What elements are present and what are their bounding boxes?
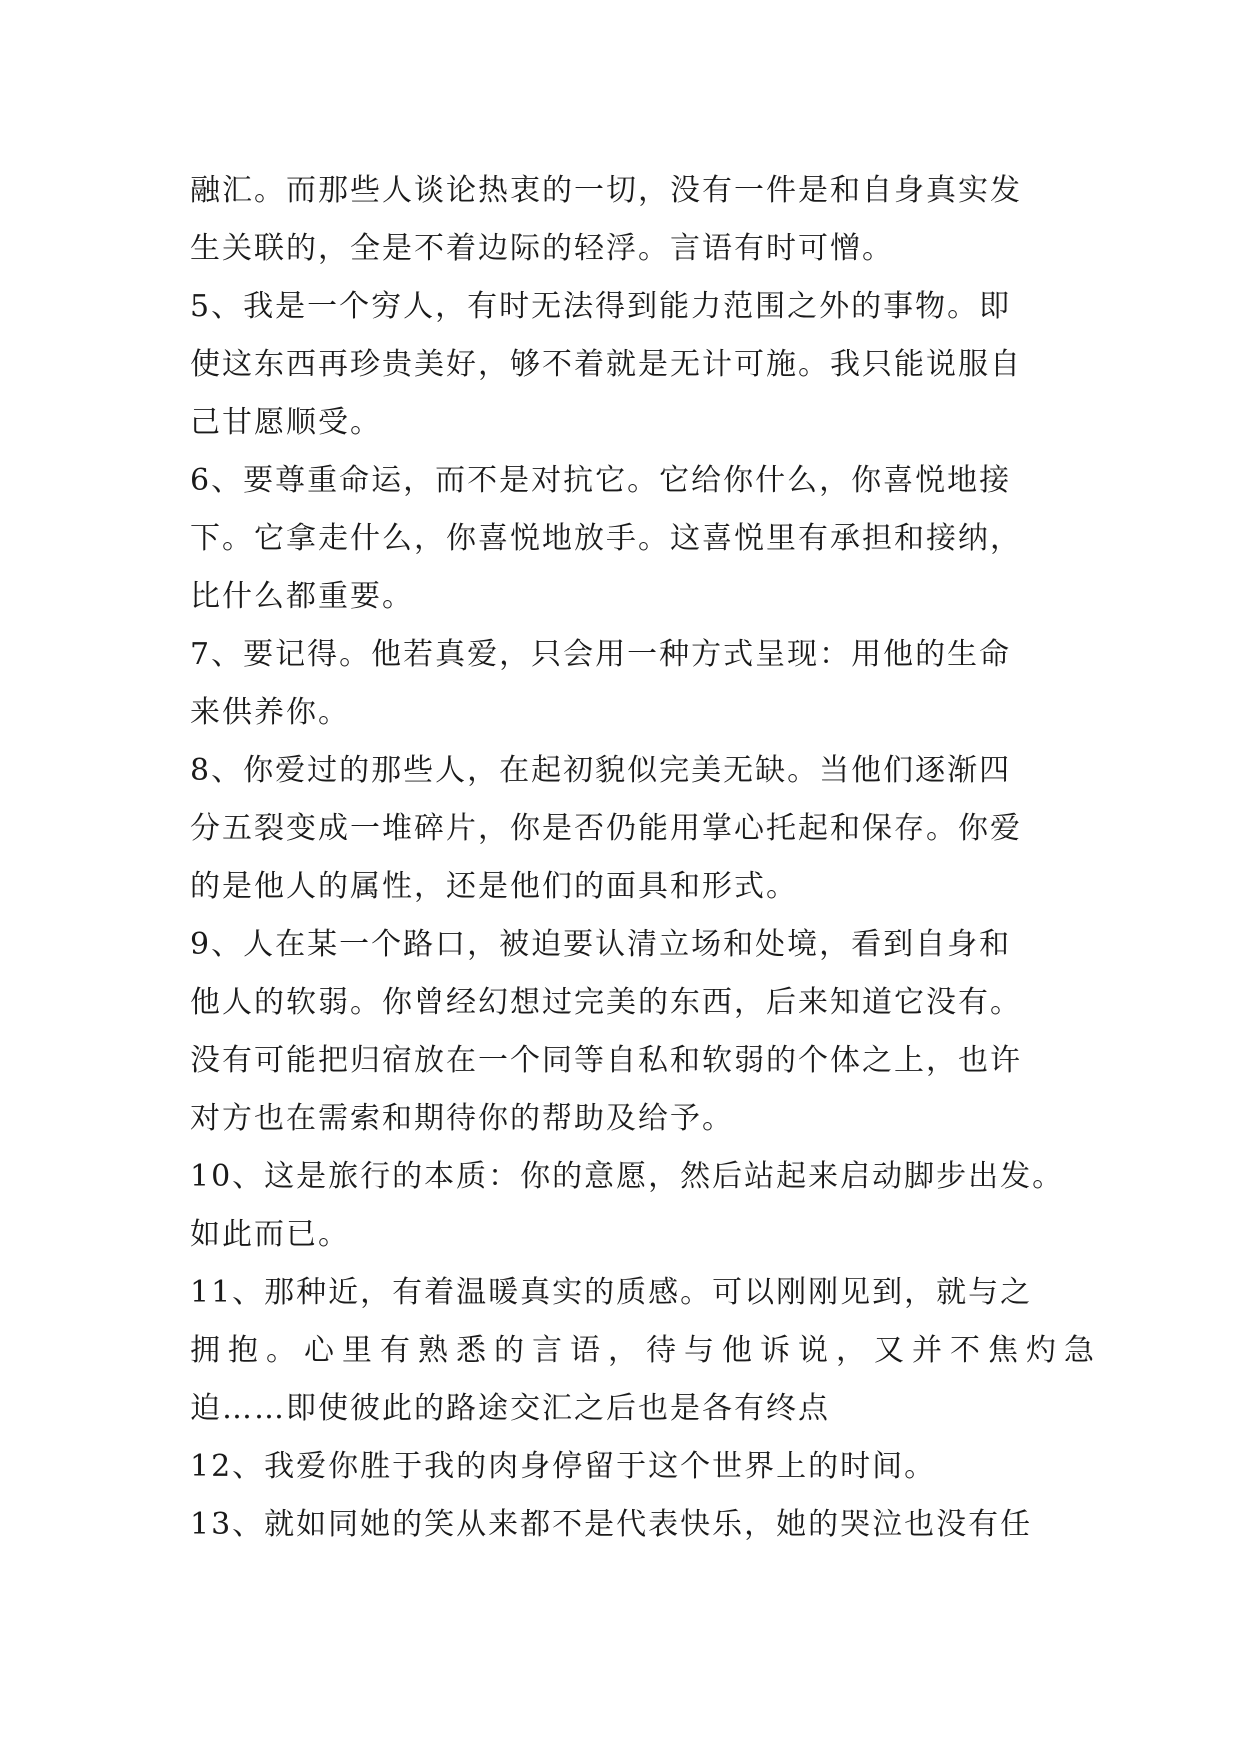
document-body — [190, 162, 1102, 1554]
text-line: 分五裂变成一堆碎片，你是否仍能用掌心托起和保存。你爱 — [190, 811, 1022, 846]
text-line: 6、要尊重命运，而不是对抗它。它给你什么，你喜悦地接 — [190, 463, 1012, 498]
text-line: 没有可能把归宿放在一个同等自私和软弱的个体之上，也许 — [190, 1043, 1022, 1078]
text-line: 的是他人的属性，还是他们的面具和形式。 — [190, 869, 798, 904]
text-line: 使这东西再珍贵美好，够不着就是无计可施。我只能说服自 — [190, 347, 1022, 382]
text-line: 7、要记得。他若真爱，只会用一种方式呈现：用他的生命 — [190, 637, 1012, 672]
text-line: 比什么都重要。 — [190, 579, 414, 614]
text-line: 生关联的，全是不着边际的轻浮。言语有时可憎。 — [190, 231, 894, 266]
text-line: 融汇。而那些人谈论热衷的一切，没有一件是和自身真实发 — [190, 173, 1022, 208]
text-line: 他人的软弱。你曾经幻想过完美的东西，后来知道它没有。 — [190, 985, 1022, 1020]
text-line: 如此而已。 — [190, 1217, 350, 1252]
text-line: 来供养你。 — [190, 695, 350, 730]
text-line: 9、人在某一个路口，被迫要认清立场和处境，看到自身和 — [190, 927, 1012, 962]
text-line: 5、我是一个穷人，有时无法得到能力范围之外的事物。即 — [190, 289, 1012, 324]
text-line: 己甘愿顺受。 — [190, 405, 382, 440]
text-line: 10、这是旅行的本质：你的意愿，然后站起来启动脚步出发。 — [190, 1159, 1065, 1194]
text-line: 13、就如同她的笑从来都不是代表快乐，她的哭泣也没有任 — [190, 1507, 1033, 1542]
text-line: 对方也在需索和期待你的帮助及给予。 — [190, 1101, 734, 1136]
text-line: 12、我爱你胜于我的肉身停留于这个世界上的时间。 — [190, 1449, 937, 1484]
text-line: 11、那种近，有着温暖真实的质感。可以刚刚见到，就与之 — [190, 1275, 1033, 1310]
text-line: 迫……即使彼此的路途交汇之后也是各有终点 — [190, 1391, 830, 1426]
text-line: 下。它拿走什么，你喜悦地放手。这喜悦里有承担和接纳， — [190, 521, 1022, 556]
text-line: 8、你爱过的那些人，在起初貌似完美无缺。当他们逐渐四 — [190, 753, 1012, 788]
text-line: 拥抱。心里有熟悉的言语，待与他诉说，又并不焦灼急 — [190, 1333, 1102, 1368]
